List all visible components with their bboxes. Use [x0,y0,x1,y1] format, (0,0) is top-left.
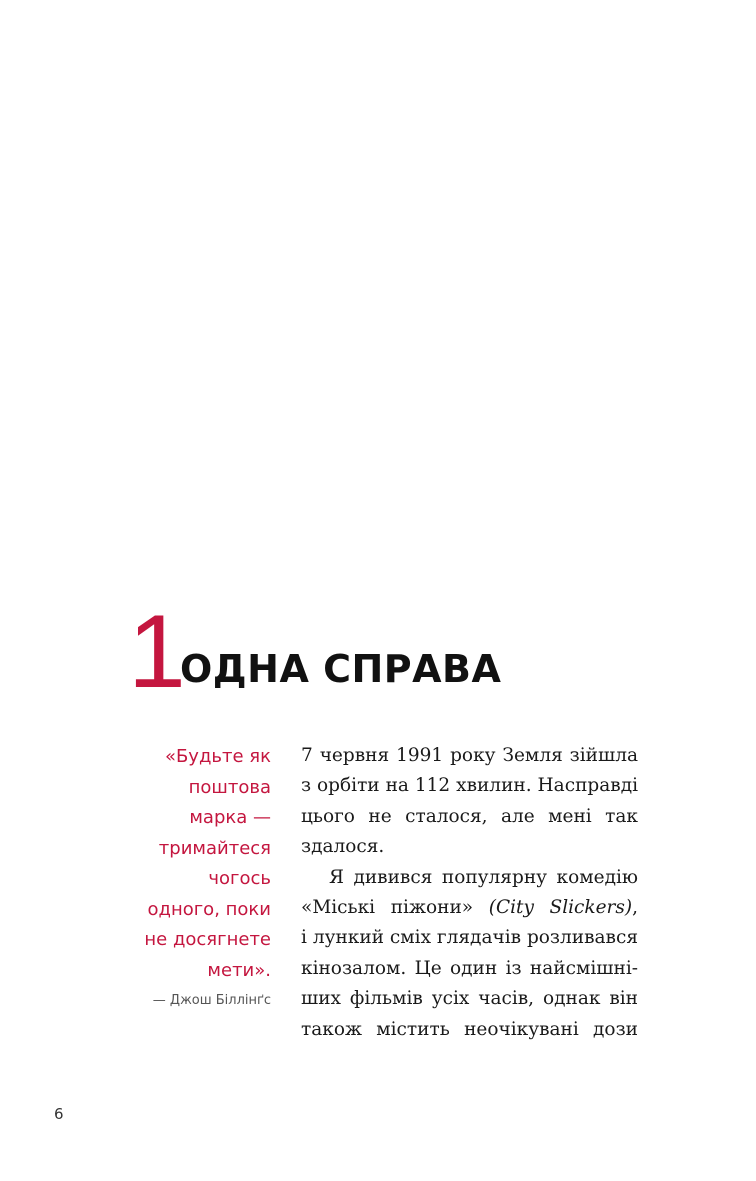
body-line: і лункий сміх глядачів розливався [301,927,638,949]
body-line: ших фільмів усіх часів, однак він [301,988,638,1010]
body-line [301,893,638,923]
epigraph-line: тримайтеся [158,837,271,859]
body-line: Я дивився популярну комедію [329,866,638,888]
page-number: 6 [54,1105,64,1123]
epigraph-line: одного, поки [147,898,271,920]
epigraph-line: мети». [207,959,271,981]
body-line: 7 червня 1991 року Земля зійшла [301,745,638,766]
body-line-segment: , [632,896,639,918]
epigraph-quote [100,742,271,1010]
epigraph-line: «Будьте як [164,746,271,767]
chapter-title: ОДНА СПРАВА [180,647,502,691]
body-line: цього не сталося, але мені так [301,805,638,827]
body-line-segment: «Міські піжони» [301,896,489,918]
body-line: кінозалом. Це один із найсмішні- [301,957,638,979]
epigraph-line: не досягнете [144,929,271,950]
epigraph-line: поштова [188,776,271,798]
epigraph-line: чогось [208,868,271,889]
body-line: також містить неочікувані дози [301,1018,638,1040]
chapter-number: 1 [128,594,186,710]
epigraph-line: марка — [189,807,271,828]
body-text [301,741,638,1045]
body-line: здалося. [301,836,385,858]
epigraph-author: — Джош Біллінґс [152,993,271,1008]
film-title-original: (City Slickers) [488,896,633,918]
body-line: з орбіти на 112 хвилин. Насправді [301,775,638,797]
